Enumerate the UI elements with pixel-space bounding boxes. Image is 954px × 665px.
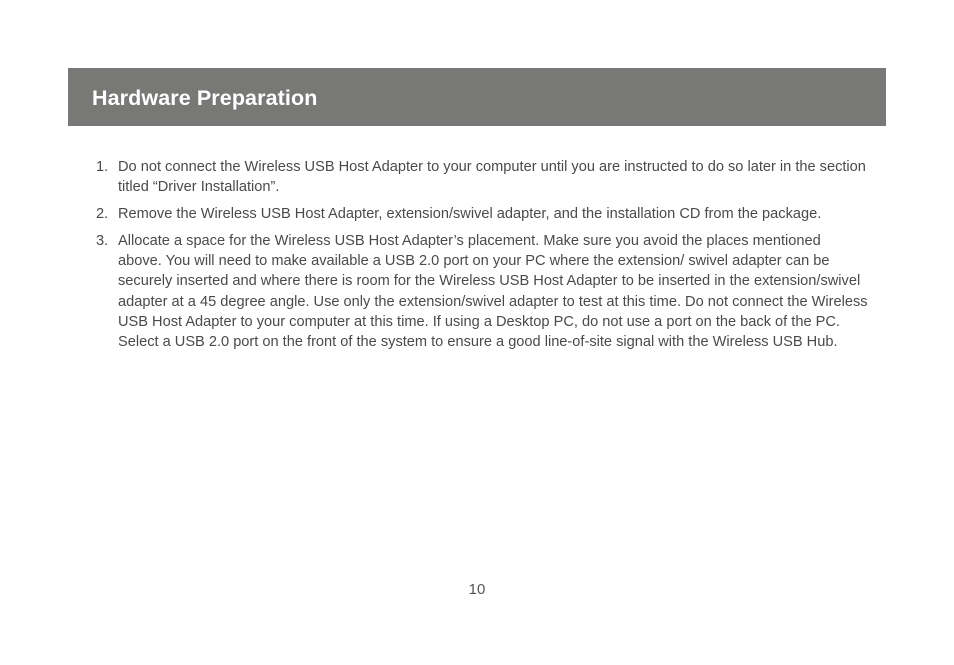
step-number: 3. bbox=[96, 232, 109, 249]
instruction-list bbox=[96, 157, 868, 359]
section-header-bar bbox=[68, 68, 886, 126]
step-number: 1. bbox=[96, 159, 109, 175]
list-item bbox=[96, 204, 868, 224]
page-title: Hardware Preparation bbox=[92, 85, 318, 110]
list-item bbox=[96, 157, 868, 198]
step-number: 2. bbox=[96, 206, 109, 223]
page-number: 10 bbox=[468, 581, 486, 598]
list-item bbox=[96, 231, 868, 353]
step-text: Allocate a space for the Wireless USB Host Adapter’s placement. Make sure you avoid the places mentioned above. You will need to make available a USB 2.0 port on your PC where the extension/ swivel adapter can be securely inserted and where there is room for the Wireless USB Host Adapter to be inserted in the extension/swivel adapter at a 45 degree angle. Use only the extension/swivel adapter to test at this time. Do not connect the Wireless USB Host Adapter to your computer at this time. If using a Desktop PC, do not use a port on the back of the PC. Select a USB 2.0 port on the front of the system to ensure a good line-of-site signal with the Wireless USB Hub. bbox=[118, 232, 868, 351]
step-text: Remove the Wireless USB Host Adapter, extension/swivel adapter, and the installation CD from the package. bbox=[118, 206, 822, 223]
step-text: Do not connect the Wireless USB Host Adapter to your computer until you are instructed to do so later in the section titled “Driver Installation”. bbox=[118, 159, 866, 196]
